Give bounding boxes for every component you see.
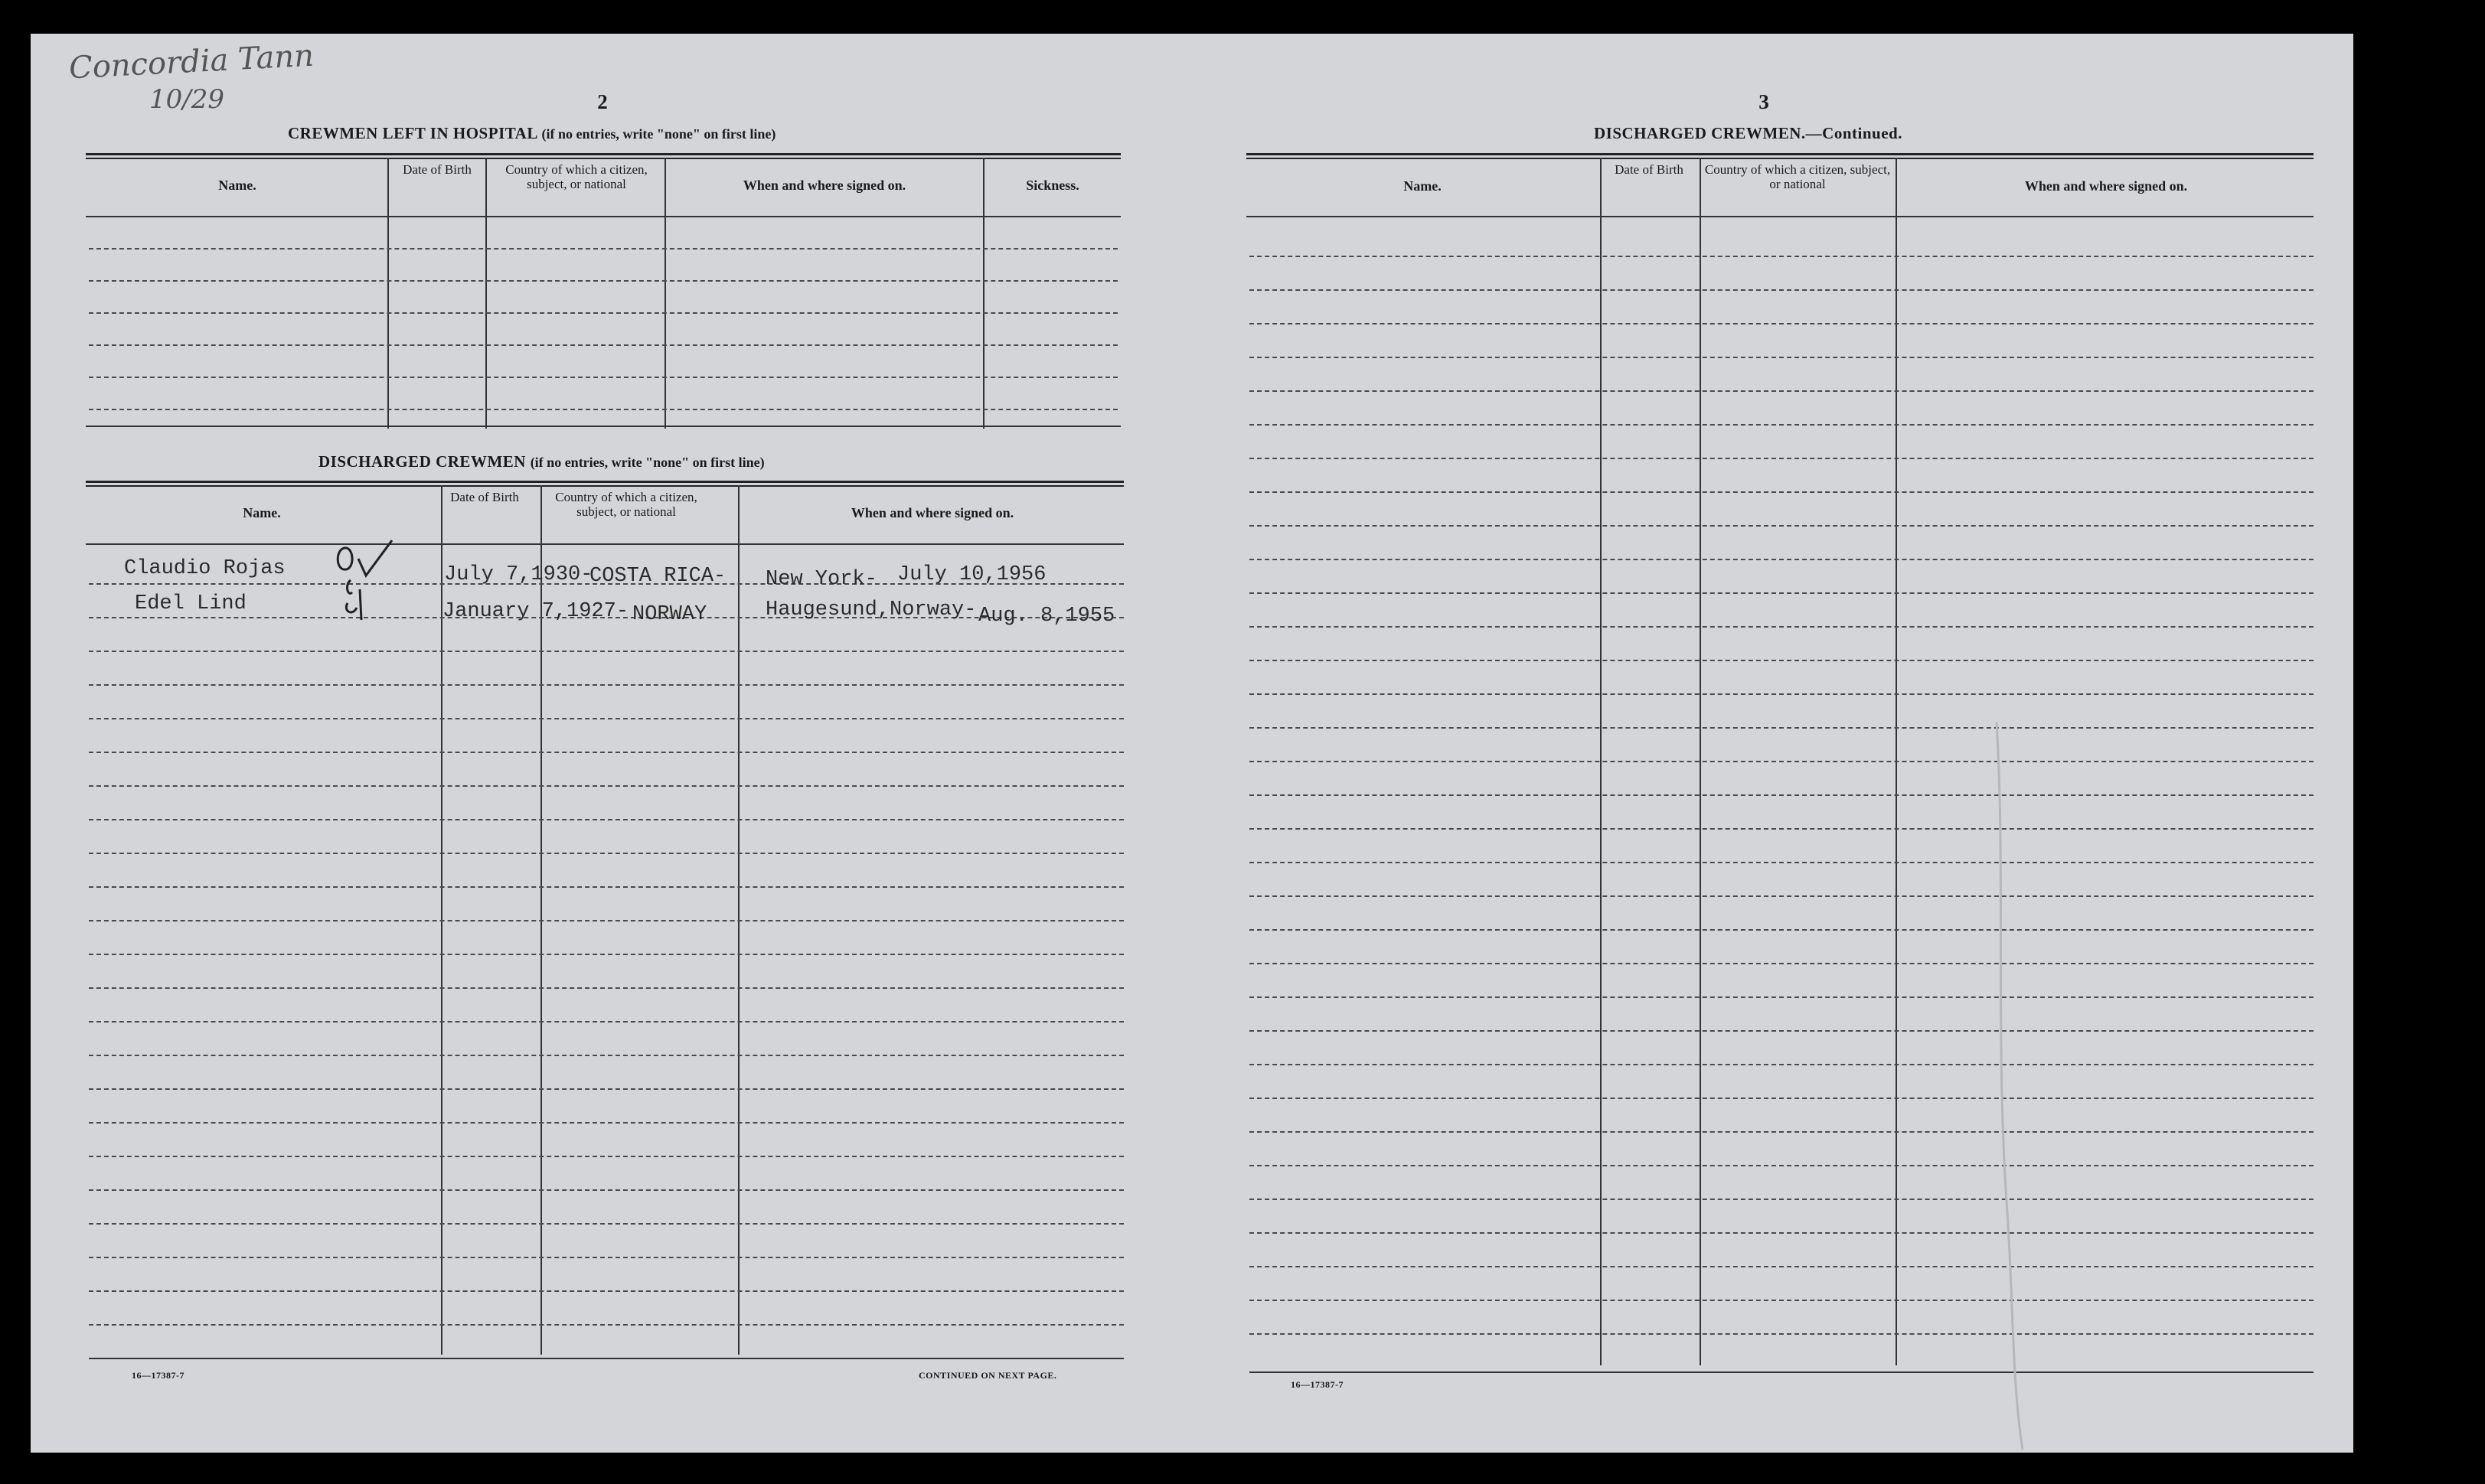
crewman-country: COSTA RICA- [589, 565, 727, 588]
crewman-signed-on-place: New York- [766, 568, 877, 591]
page3-header-dob: Date of Birth [1615, 162, 1683, 177]
paper-crease [1990, 722, 2036, 1453]
page3-entry-line [1249, 794, 2314, 796]
crewman-country: NORWAY [632, 603, 707, 626]
handwritten-number: 10/29 [149, 84, 224, 115]
hospital-header-sickness: Sickness. [1026, 178, 1079, 193]
page3-entry-line [1249, 525, 2314, 527]
discharged-entry-line [89, 1088, 1124, 1090]
page3-entry-line [1249, 727, 2314, 729]
discharged-bottom-rule [89, 1358, 1124, 1359]
page3-entry-line [1249, 828, 2314, 830]
page3-entry-line [1249, 1098, 2314, 1099]
page3-entry-line [1249, 357, 2314, 358]
page3-bottom-rule [1249, 1371, 2314, 1373]
hospital-section-title: CREWMEN LEFT IN HOSPITAL (if no entries, write "none" on first line) [288, 124, 776, 142]
page3-entry-line [1249, 963, 2314, 964]
crewman-dob: January 7,1927- [442, 600, 629, 623]
crewman-signed-on-date: Aug. 8,1955 [978, 605, 1115, 628]
page3-top-rule [1246, 153, 2314, 159]
hospital-header-signed-on: When and where signed on. [743, 178, 906, 193]
page3-entry-line [1249, 1199, 2314, 1200]
page3-header-country: Country of which a citizen, subject, or national [1704, 162, 1891, 191]
page3-entry-line [1249, 1131, 2314, 1133]
discharged-entry-line [89, 886, 1124, 888]
page3-entry-line [1249, 424, 2314, 426]
continued-note: CONTINUED ON NEXT PAGE. [919, 1370, 1057, 1381]
discharged-entry-line [89, 752, 1124, 753]
handwritten-check-marks [322, 531, 406, 654]
discharged-entry-line [89, 853, 1124, 854]
discharged-entry-line [89, 718, 1124, 719]
page3-entry-line [1249, 1333, 2314, 1335]
discharged-entry-line [89, 1021, 1124, 1022]
page3-entry-line [1249, 693, 2314, 695]
hospital-bottom-rule [86, 426, 1121, 427]
page3-entry-line [1249, 862, 2314, 863]
discharged-entry-line [89, 1156, 1124, 1157]
discharged-entry-line [89, 1257, 1124, 1258]
page3-entry-line [1249, 289, 2314, 291]
page3-header-rule [1246, 216, 2314, 217]
page3-entry-line [1249, 592, 2314, 594]
discharged-section-title: DISCHARGED CREWMEN (if no entries, write "none" on first line) [318, 452, 765, 471]
crewman-name: Claudio Rojas [124, 557, 286, 580]
page3-entry-line [1249, 996, 2314, 998]
discharged-entry-line [89, 684, 1124, 686]
page3-entry-line [1249, 559, 2314, 560]
discharged-entry-line [89, 1223, 1124, 1225]
discharged-header-country: Country of which a citizen, subject, or national [555, 490, 697, 519]
page3-entry-line [1249, 1232, 2314, 1234]
hospital-header-name: Name. [218, 178, 256, 193]
page3-entry-line [1249, 390, 2314, 392]
discharged-header-name: Name. [243, 505, 281, 520]
crewman-signed-on-date: July 10,1956 [897, 563, 1047, 586]
hospital-col-divider [983, 158, 985, 429]
hospital-entry-line [89, 312, 1118, 314]
page3-entry-line [1249, 1030, 2314, 1032]
document-sheet [31, 34, 2353, 1453]
discharged-entry-line [89, 651, 1124, 652]
hospital-entry-line [89, 344, 1118, 346]
hospital-header-rule [86, 216, 1121, 217]
hospital-col-divider [665, 158, 666, 429]
discharged-entry-line [89, 1055, 1124, 1056]
discharged-header-rule [86, 543, 1124, 545]
hospital-col-divider [485, 158, 487, 429]
discharged-entry-line [89, 920, 1124, 921]
page3-entry-line [1249, 323, 2314, 325]
discharged-entry-line [89, 954, 1124, 955]
crewman-dob: July 7,1930- [444, 563, 593, 586]
hospital-entry-line [89, 248, 1118, 250]
crewman-name: Edel Lind [135, 592, 247, 615]
page3-entry-line [1249, 458, 2314, 459]
page3-entry-line [1249, 660, 2314, 661]
page3-entry-line [1249, 761, 2314, 762]
page3-form-number: 16—17387-7 [1291, 1379, 1344, 1390]
discharged-entry-line [89, 1290, 1124, 1292]
crewman-signed-on-place: Haugesund,Norway- [766, 598, 977, 621]
page3-entry-line [1249, 491, 2314, 493]
discharged-entry-line [89, 819, 1124, 820]
page3-entry-line [1249, 1064, 2314, 1065]
page3-entry-line [1249, 929, 2314, 931]
discharged-entry-line [89, 785, 1124, 787]
page-number-3: 3 [1758, 90, 1769, 113]
page3-entry-line [1249, 1300, 2314, 1301]
ship-name-handwriting: Concordia Tann [68, 38, 315, 86]
discharged-continued-title: DISCHARGED CREWMEN.—Continued. [1594, 124, 1902, 142]
hospital-entry-line [89, 409, 1118, 410]
discharged-top-rule [86, 481, 1124, 487]
page3-entry-line [1249, 1165, 2314, 1166]
hospital-header-dob: Date of Birth [403, 162, 472, 177]
form-number: 16—17387-7 [132, 1370, 184, 1381]
discharged-header-signed-on: When and where signed on. [851, 505, 1014, 520]
discharged-entry-line [89, 1189, 1124, 1191]
page3-entry-line [1249, 256, 2314, 257]
discharged-header-dob: Date of Birth [450, 490, 519, 504]
hospital-header-country: Country of which a citizen, subject, or national [505, 162, 648, 191]
page3-header-name: Name. [1403, 178, 1442, 194]
discharged-entry-line [89, 1324, 1124, 1326]
page3-entry-line [1249, 895, 2314, 897]
discharged-entry-line [89, 1122, 1124, 1124]
discharged-entry-line [89, 987, 1124, 989]
page3-header-signed-on: When and where signed on. [2024, 178, 2188, 194]
hospital-top-rule [86, 153, 1121, 159]
hospital-entry-line [89, 280, 1118, 282]
page-number-2: 2 [597, 90, 608, 113]
hospital-col-divider [387, 158, 389, 429]
page3-entry-line [1249, 626, 2314, 628]
hospital-entry-line [89, 377, 1118, 378]
page3-entry-line [1249, 1266, 2314, 1267]
